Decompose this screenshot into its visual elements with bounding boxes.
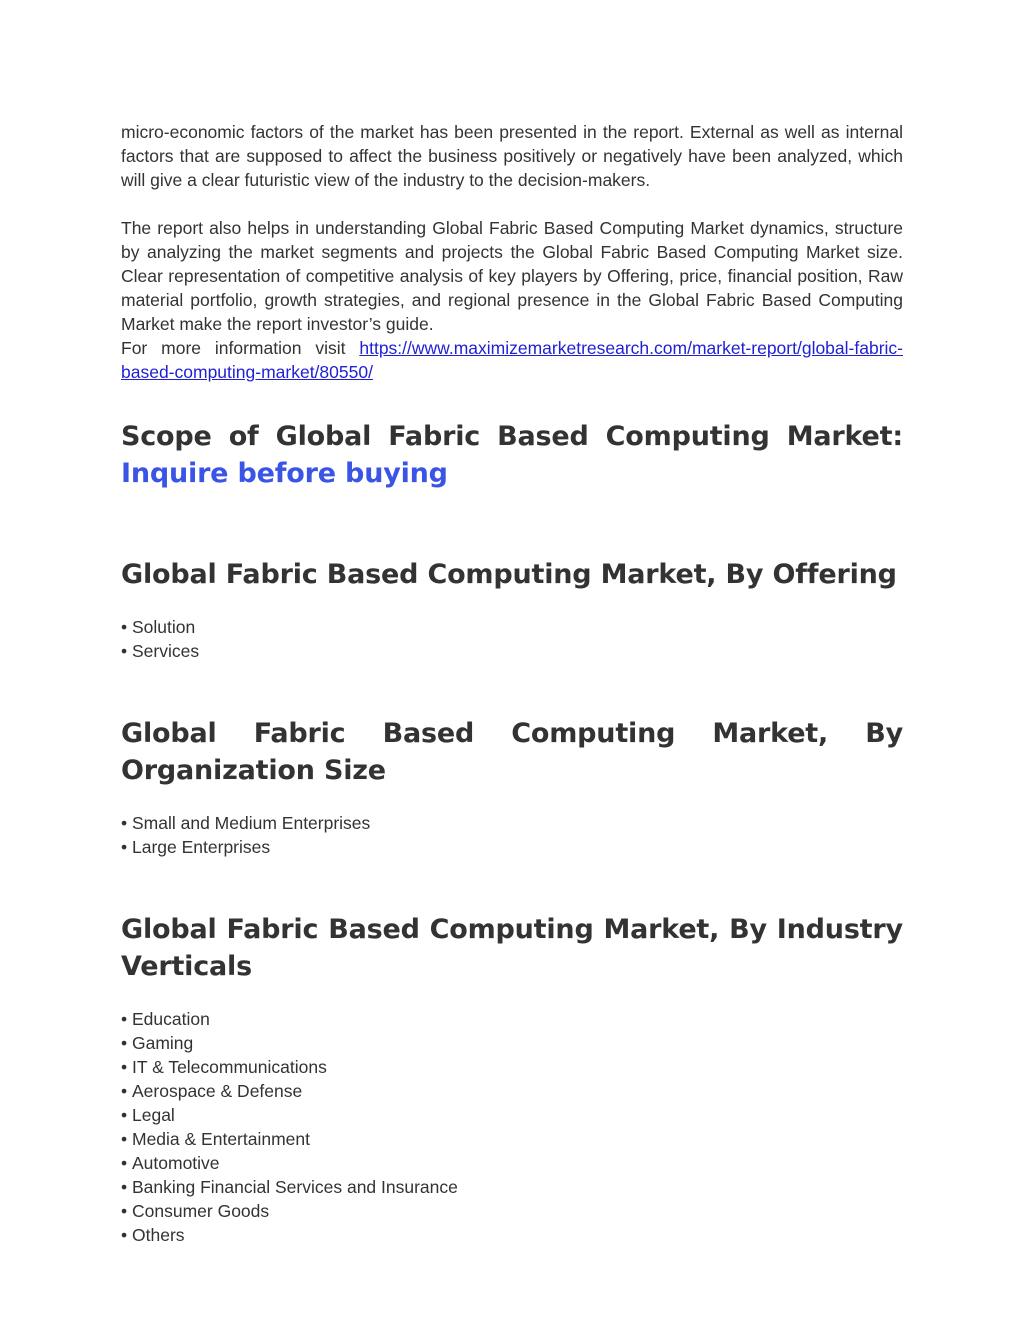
scope-word: Computing bbox=[605, 421, 770, 452]
scope-heading bbox=[121, 418, 903, 455]
heading-word: By bbox=[865, 718, 903, 749]
heading-line bbox=[121, 715, 903, 752]
list-item: • Media & Entertainment bbox=[121, 1127, 903, 1151]
list-item: • IT & Telecommunications bbox=[121, 1055, 903, 1079]
report-summary-paragraph: The report also helps in understanding Global Fabric Based Computing Market dynamics, structure by analyzing the market segments and projects the Global Fabric Based Computing Market size. Clear representation of competitive analysis of key players by Offering, price, financial position, Raw material portfolio, growth strategies, and regional presence in the Global Fabric Based Computing Market make the report investor’s guide. bbox=[121, 218, 903, 334]
heading-line: Organization Size bbox=[121, 755, 386, 786]
heading-word: Industry bbox=[776, 914, 903, 945]
scope-word: Global bbox=[275, 421, 372, 452]
scope-word: Market: bbox=[786, 421, 903, 452]
list-item: • Large Enterprises bbox=[121, 835, 903, 859]
offering-list bbox=[121, 615, 903, 663]
org-size-list bbox=[121, 811, 903, 859]
inquire-link[interactable]: Inquire before buying bbox=[121, 458, 448, 489]
intro-paragraph: micro-economic factors of the market has been presented in the report. External as well as internal factors that are supposed to affect the business positively or negatively have been analyzed, which will give a clear futuristic view of the industry to the decision-makers. bbox=[121, 122, 903, 190]
heading-line: Verticals bbox=[121, 951, 252, 982]
heading-word: Computing bbox=[429, 914, 594, 945]
scope-word: Scope bbox=[121, 421, 212, 452]
scope-word: of bbox=[228, 421, 259, 452]
list-item: • Services bbox=[121, 639, 903, 663]
heading-word: Global bbox=[121, 718, 217, 749]
list-item: • Consumer Goods bbox=[121, 1199, 903, 1223]
org-size-heading bbox=[121, 715, 903, 789]
heading-word: Computing bbox=[511, 718, 676, 749]
industry-heading bbox=[121, 911, 903, 985]
list-item: • Solution bbox=[121, 615, 903, 639]
list-item: • Education bbox=[121, 1007, 903, 1031]
industry-list bbox=[121, 1007, 903, 1247]
scope-word: Based bbox=[497, 421, 589, 452]
report-link[interactable]: https://www.maximizemarketresearch.com/market-report/global-fabric-based-computing-market/80550/ bbox=[121, 338, 903, 382]
heading-word: Market, bbox=[603, 914, 720, 945]
heading-word: Fabric bbox=[253, 718, 346, 749]
list-item: • Banking Financial Services and Insurance bbox=[121, 1175, 903, 1199]
heading-word: Fabric bbox=[226, 914, 319, 945]
heading-word: Global bbox=[121, 914, 217, 945]
list-item: • Others bbox=[121, 1223, 903, 1247]
scope-word: Fabric bbox=[388, 421, 481, 452]
more-info-prefix: For more information visit bbox=[121, 338, 346, 358]
more-info-line bbox=[121, 336, 903, 384]
list-item: • Legal bbox=[121, 1103, 903, 1127]
heading-line bbox=[121, 911, 903, 948]
document-page bbox=[121, 120, 903, 1247]
list-item: • Automotive bbox=[121, 1151, 903, 1175]
offering-heading: Global Fabric Based Computing Market, By Offering bbox=[121, 559, 897, 590]
list-item: • Small and Medium Enterprises bbox=[121, 811, 903, 835]
heading-word: Based bbox=[328, 914, 420, 945]
list-item: • Gaming bbox=[121, 1031, 903, 1055]
heading-word: Based bbox=[382, 718, 475, 749]
heading-word: By bbox=[729, 914, 767, 945]
heading-word: Market, bbox=[712, 718, 829, 749]
list-item: • Aerospace & Defense bbox=[121, 1079, 903, 1103]
